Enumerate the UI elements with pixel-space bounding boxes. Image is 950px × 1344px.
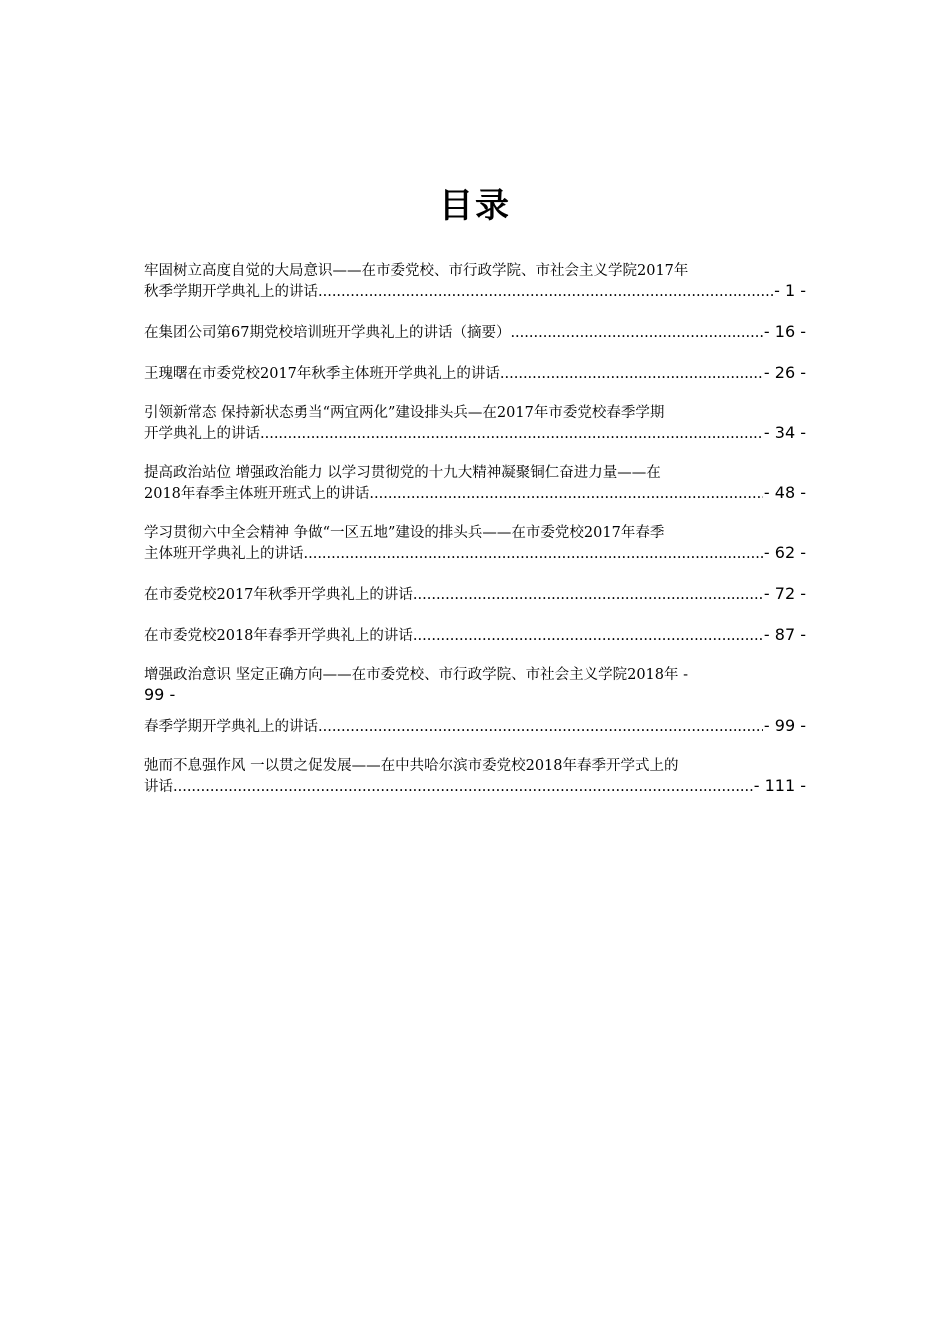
page-title: 目录 xyxy=(439,186,511,226)
page-number: - 99 - xyxy=(763,716,806,735)
toc-entry-title: 王瑰曙在市委党校2017年秋季主体班开学典礼上的讲话 xyxy=(144,366,500,382)
toc-entry[interactable] xyxy=(144,584,806,605)
toc-entry[interactable] xyxy=(144,363,806,384)
toc-entry[interactable] xyxy=(144,666,806,737)
toc-entry-leader-line xyxy=(144,281,806,302)
page-number: - 87 - xyxy=(763,625,806,644)
toc-entry-title: 在集团公司第67期党校培训班开学典礼上的讲话（摘要） xyxy=(144,325,511,341)
page-number: - 72 - xyxy=(763,584,806,603)
page-number: - 26 - xyxy=(763,363,806,382)
page-number: - 111 - xyxy=(753,776,806,795)
toc-entry-title-cont: 秋季学期开学典礼上的讲话 xyxy=(144,284,318,300)
toc-entry[interactable] xyxy=(144,464,806,504)
toc-entry-leader-line xyxy=(144,543,806,564)
toc-entry[interactable] xyxy=(144,322,806,343)
toc-entry[interactable] xyxy=(144,524,806,564)
toc-entry-title-cont: 2018年春季主体班开班式上的讲话 xyxy=(144,486,370,502)
toc-entry-leader-line xyxy=(144,776,806,797)
dot-leader xyxy=(304,545,763,564)
dot-leader xyxy=(369,485,763,504)
toc-entry-leader-line xyxy=(144,625,806,646)
toc-entry-title-line: 学习贯彻六中全会精神 争做“一区五地”建设的排头兵——在市委党校2017年春季 xyxy=(144,525,665,541)
dot-leader xyxy=(173,778,753,797)
dot-leader xyxy=(318,718,763,737)
toc-entry-leader-line xyxy=(144,423,806,444)
page-number: - 48 - xyxy=(763,483,806,502)
page-number: - 1 - xyxy=(774,281,806,300)
toc-entry-title-line: 提高政治站位 增强政治能力 以学习贯彻党的十九大精神凝聚铜仁奋进力量——在 xyxy=(144,465,661,481)
dot-leader xyxy=(318,283,773,302)
toc-entry-leader-line xyxy=(144,483,806,504)
toc-entry-title-line: 弛而不息强作风 一以贯之促发展——在中共哈尔滨市委党校2018年春季开学式上的 xyxy=(144,758,679,774)
toc-entry-title: 在市委党校2017年秋季开学典礼上的讲话 xyxy=(144,587,413,603)
toc-entry-title-cont: 开学典礼上的讲话 xyxy=(144,426,260,442)
page-number: - 62 - xyxy=(763,543,806,562)
toc-entry-title-cont: 主体班开学典礼上的讲话 xyxy=(144,546,304,562)
dot-leader xyxy=(413,586,763,605)
toc-entry-leader-line xyxy=(144,322,806,343)
toc-entry-title-line: 牢固树立高度自觉的大局意识——在市委党校、市行政学院、市社会主义学院2017年 xyxy=(144,263,689,279)
toc-entry-title-cont: 讲话 xyxy=(144,779,173,795)
toc-entry-leader-line xyxy=(144,363,806,384)
dot-leader xyxy=(500,365,763,384)
toc-entry-title-cont: 春季学期开学典礼上的讲话 xyxy=(144,719,318,735)
table-of-contents xyxy=(144,262,806,817)
page-number: - 16 - xyxy=(763,322,806,341)
toc-entry[interactable] xyxy=(144,262,806,302)
dot-leader xyxy=(260,425,763,444)
dot-leader xyxy=(510,324,762,343)
toc-entry-title-line: 引领新常态 保持新状态勇当“两宜两化”建设排头兵—在2017年市委党校春季学期 xyxy=(144,405,665,421)
toc-entry[interactable] xyxy=(144,757,806,797)
toc-entry[interactable] xyxy=(144,625,806,646)
toc-entry[interactable] xyxy=(144,404,806,444)
page-number: - 34 - xyxy=(763,423,806,442)
toc-entry-leader-line xyxy=(144,716,806,737)
toc-entry-title: 在市委党校2018年春季开学典礼上的讲话 xyxy=(144,628,413,644)
toc-entry-leader-line xyxy=(144,584,806,605)
toc-entry-title-line: 增强政治意识 坚定正确方向——在市委党校、市行政学院、市社会主义学院2018年 - xyxy=(144,667,689,683)
dot-leader xyxy=(413,627,763,646)
toc-entry-title-line: 99 - xyxy=(144,685,176,704)
